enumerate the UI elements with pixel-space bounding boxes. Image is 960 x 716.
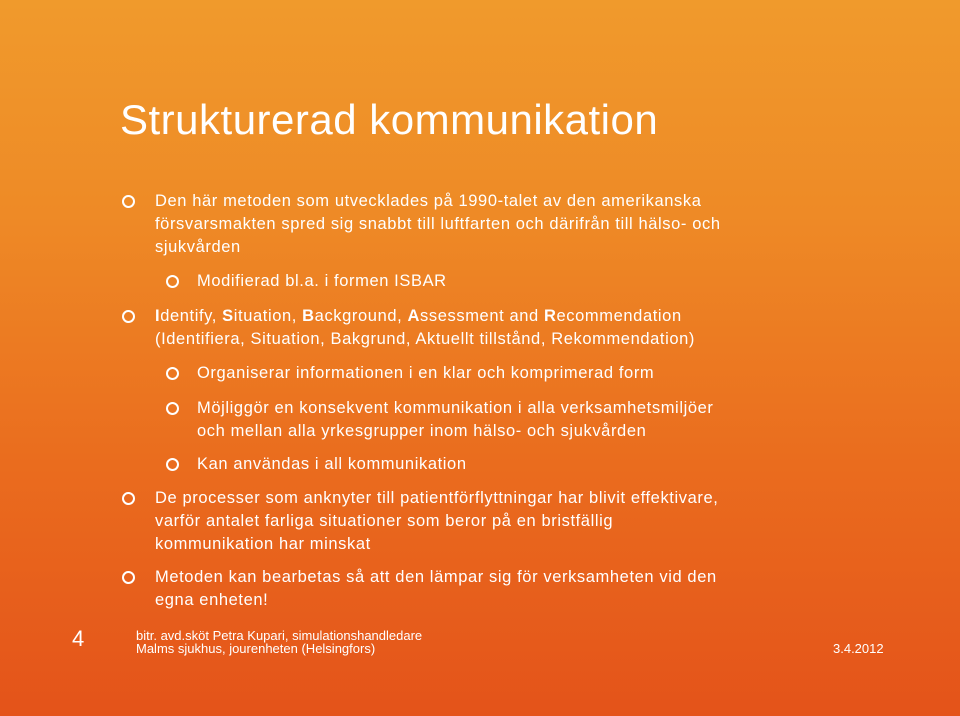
bullet-line: varför antalet farliga situationer som beror på en bristfällig [155,512,614,530]
isbar-word: ssessment and [420,307,544,325]
bullet-adaptable [155,566,717,612]
bullet-circle-icon [166,367,179,380]
slide-title: Strukturerad kommunikation [120,96,659,143]
bullet-line: Möjliggör en konsekvent kommunikation i alla verksamhetsmiljöer [197,399,714,417]
isbar-letter: R [544,307,557,325]
isbar-word: dentify, [160,307,223,325]
bullet-circle-icon [122,310,135,323]
isbar-word: ituation, [233,307,303,325]
bullet-line: Kan användas i all kommunikation [197,455,467,473]
isbar-letter: I [155,307,161,325]
bullet-circle-icon [122,492,135,505]
bullet-line: sjukvården [155,238,241,256]
bullet-circle-icon [166,275,179,288]
bullet-circle-icon [166,458,179,471]
isbar-word: ackground, [314,307,408,325]
bullet-circle-icon [122,571,135,584]
subbullet-isbar [197,270,447,293]
bullet-line: kommunikation har minskat [155,535,371,553]
subbullet-all-communication [197,453,467,476]
page-number: 4 [72,626,85,651]
bullet-line: Organiserar informationen i en klar och komprimerad form [197,364,655,382]
bullet-circle-icon [166,402,179,415]
isbar-letter: A [407,307,421,325]
bullet-line: och mellan alla yrkesgrupper inom hälso- och sjukvården [197,422,647,440]
isbar-word: ecommendation [556,307,682,325]
isbar-letter: B [302,307,315,325]
bullet-line: försvarsmakten spred sig snabbt till luftfarten och därifrån till hälso- och [155,215,721,233]
isbar-english-line [155,305,695,328]
isbar-letter: S [222,307,234,325]
footer-author-line2: Malms sjukhus, jourenheten (Helsingfors) [136,641,376,656]
bullet-line: Den här metoden som utvecklades på 1990-talet av den amerikanska [155,192,702,210]
bullet-isbar-definition [155,305,695,351]
isbar-swedish-line: (Identifiera, Situation, Bakgrund, Aktuellt tillstånd, Rekommendation) [155,330,696,348]
bullet-processes [155,487,718,556]
footer-date: 3.4.2012 [833,641,884,656]
bullet-circle-icon [122,195,135,208]
subbullet-enables [197,397,714,443]
bullet-origin [155,190,721,259]
footer-author-line1: bitr. avd.sköt Petra Kupari, simulationshandledare [136,628,423,643]
bullet-line: Modifierad bl.a. i formen ISBAR [197,272,447,290]
bullet-line: Metoden kan bearbetas så att den lämpar sig för verksamheten vid den [155,568,717,586]
bullet-line: De processer som anknyter till patientförflyttningar har blivit effektivare, [155,489,719,507]
bullet-line: egna enheten! [155,591,269,609]
subbullet-organizes [197,362,654,385]
